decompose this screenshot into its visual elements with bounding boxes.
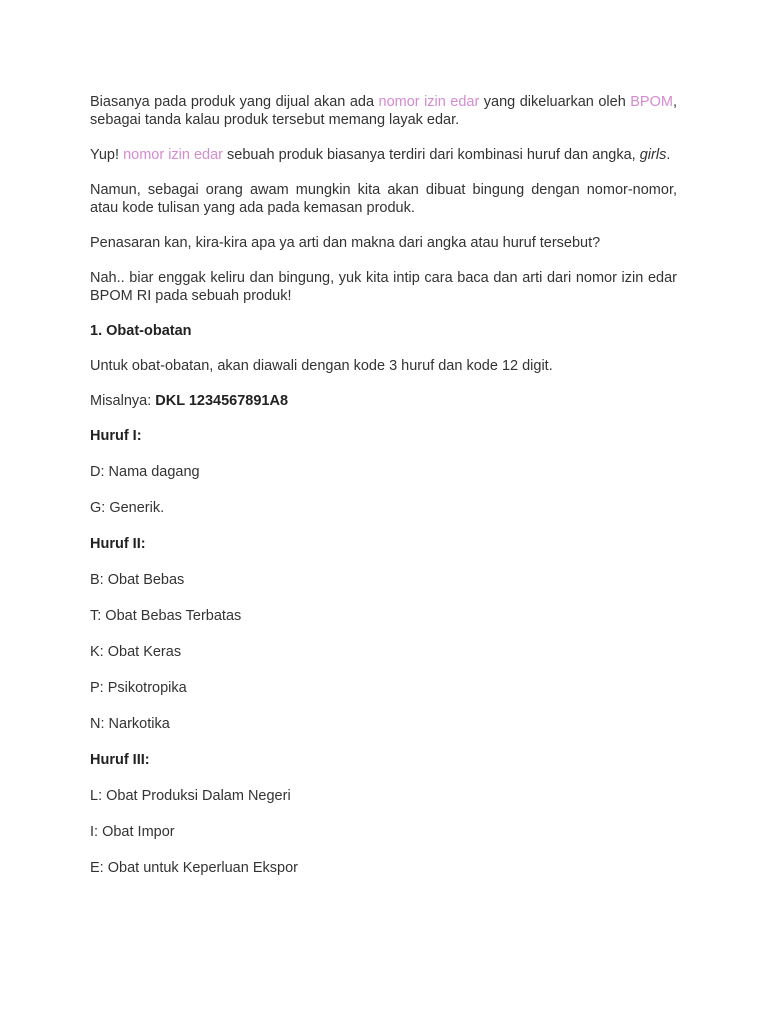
- paragraph-nah: Nah.. biar enggak keliru dan bingung, yuk kita intip cara baca dan arti dari nomor izin edar BPOM RI pada sebuah produk!: [90, 270, 677, 304]
- text-segment: sebuah produk biasanya terdiri dari kombinasi huruf dan angka,: [223, 147, 640, 163]
- list-item: E: Obat untuk Keperluan Ekspor: [90, 860, 298, 876]
- paragraph-intro: [90, 93, 677, 129]
- link-bpom[interactable]: BPOM: [630, 94, 673, 110]
- paragraph-yup: [90, 146, 677, 164]
- paragraph-penasaran: Penasaran kan, kira-kira apa ya arti dan makna dari angka atau huruf tersebut?: [90, 235, 601, 251]
- list-item: P: Psikotropika: [90, 680, 187, 696]
- paragraph-obat-intro: Untuk obat-obatan, akan diawali dengan kode 3 huruf dan kode 12 digit.: [90, 358, 553, 374]
- text-segment: Biasanya pada produk yang dijual akan ada: [90, 94, 379, 110]
- example-label: Misalnya:: [90, 393, 156, 409]
- list-item: T: Obat Bebas Terbatas: [90, 608, 242, 624]
- section-heading-obat: 1. Obat-obatan: [90, 323, 192, 339]
- heading-huruf-3: Huruf III:: [90, 752, 150, 768]
- heading-huruf-2: Huruf II:: [90, 536, 146, 552]
- document-body: [90, 93, 677, 895]
- text-segment: , sebagai tanda kalau produk tersebut memang layak edar.: [90, 94, 677, 128]
- paragraph-example: [90, 392, 677, 410]
- list-item: K: Obat Keras: [90, 644, 182, 660]
- list-item: D: Nama dagang: [90, 464, 200, 480]
- link-nomor-izin-edar-2[interactable]: nomor izin edar: [123, 147, 223, 163]
- list-item: G: Generik.: [90, 500, 165, 516]
- list-item: L: Obat Produksi Dalam Negeri: [90, 788, 291, 804]
- text-segment: Yup!: [90, 147, 124, 163]
- italic-girls: girls: [639, 147, 667, 163]
- list-item: B: Obat Bebas: [90, 572, 185, 588]
- text-segment: .: [666, 147, 671, 163]
- link-nomor-izin-edar[interactable]: nomor izin edar: [378, 94, 480, 110]
- example-code: DKL 1234567891A8: [155, 393, 289, 409]
- paragraph-namun: Namun, sebagai orang awam mungkin kita akan dibuat bingung dengan nomor-nomor, atau kode tulisan yang ada pada kemasan produk.: [90, 182, 677, 216]
- list-item: I: Obat Impor: [90, 824, 175, 840]
- heading-huruf-1: Huruf I:: [90, 428, 142, 444]
- text-segment: yang dikeluarkan oleh: [479, 94, 631, 110]
- list-item: N: Narkotika: [90, 716, 170, 732]
